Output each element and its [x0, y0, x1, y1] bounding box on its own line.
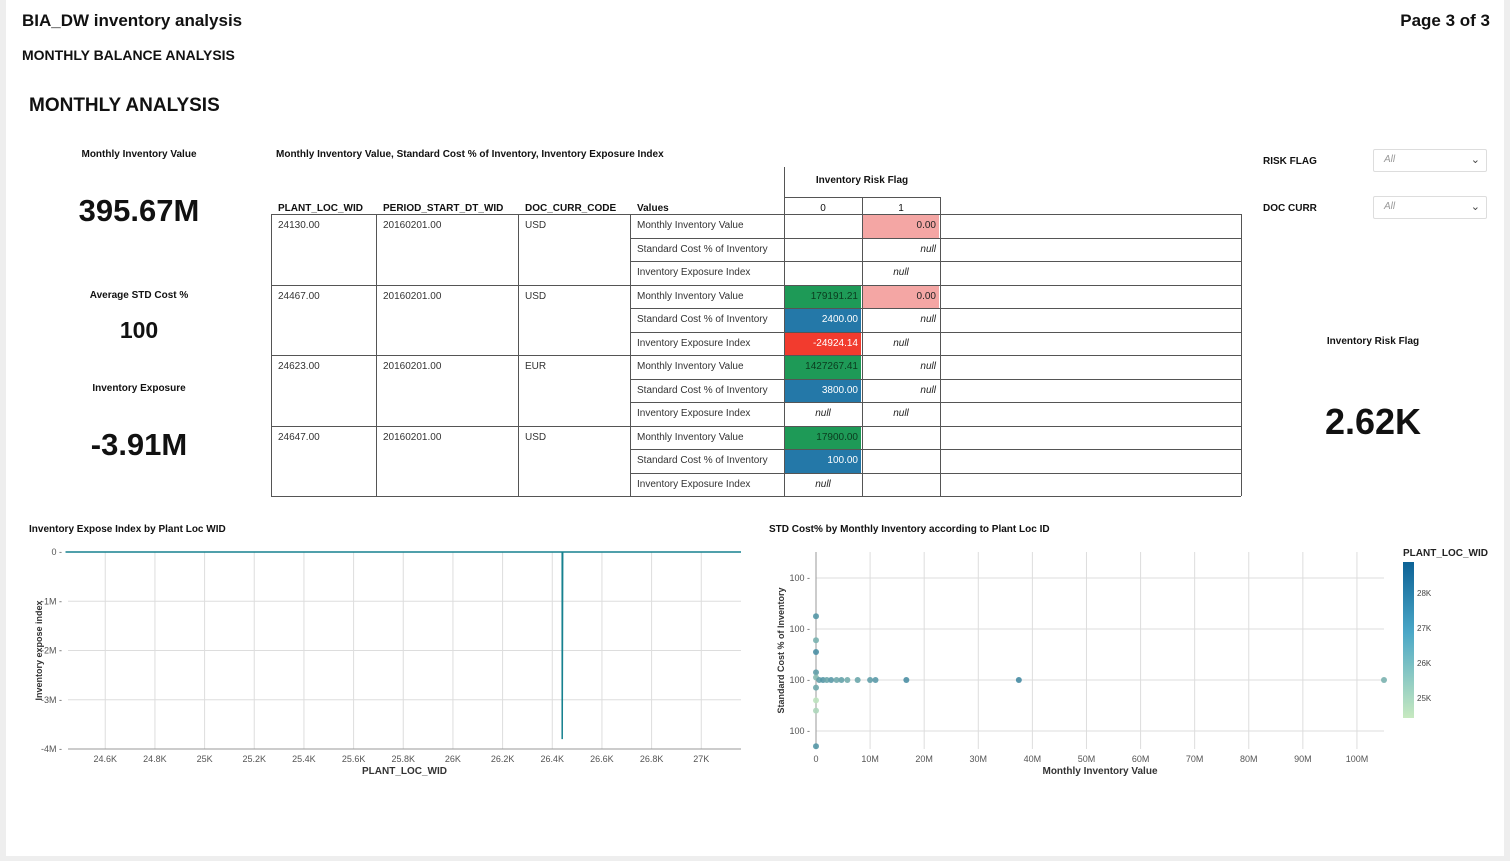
- kpi-monthly-inventory-value: 395.67M: [78, 193, 200, 228]
- legend-color-bar: [1403, 562, 1414, 718]
- pivot-value-cell: null: [920, 361, 936, 372]
- pivot-value-cell: null: [815, 408, 831, 419]
- y-tick-label: 100 -: [789, 675, 810, 685]
- pivot-title: Monthly Inventory Value, Standard Cost % of Inventory, Inventory Exposure Index: [276, 149, 664, 160]
- scatter-point: [828, 677, 834, 683]
- x-tick-label: 100M: [1345, 754, 1369, 764]
- scatter-point: [813, 613, 819, 619]
- y-tick-label: 100 -: [789, 726, 810, 736]
- pivot-curr-cell: USD: [525, 220, 547, 231]
- pivot-metric-cell: Standard Cost % of Inventory: [637, 243, 768, 255]
- grid-line: [630, 332, 1241, 333]
- grid-line: [630, 261, 1241, 262]
- pivot-value-cell: null: [815, 478, 831, 490]
- x-tick-label: 25.8K: [391, 754, 416, 764]
- pivot-plant-cell: 24130.00: [278, 220, 320, 231]
- pivot-curr-cell: USD: [525, 290, 547, 302]
- pivot-value-cell: 2400.00: [821, 314, 858, 325]
- y-tick-label: -4M -: [41, 744, 62, 754]
- x-tick-label: 26.6K: [590, 754, 614, 764]
- pivot-col-header: Values: [637, 203, 669, 214]
- risk-flag-select-value: All: [1384, 154, 1396, 165]
- legend-tick-label: 28K: [1417, 589, 1432, 598]
- scatter-point: [813, 637, 819, 643]
- x-tick-label: 26.4K: [540, 754, 565, 764]
- y-tick-label: 100 -: [789, 573, 810, 583]
- pivot-metric-cell: Inventory Exposure Index: [637, 408, 751, 419]
- y-tick-label: -1M -: [41, 596, 62, 607]
- report-subtitle: MONTHLY BALANCE ANALYSIS: [22, 47, 235, 63]
- grid-line: [630, 473, 1241, 474]
- pivot-metric-cell: Inventory Exposure Index: [637, 267, 751, 278]
- pivot-top-border: [271, 214, 1241, 215]
- pivot-plant-cell: 24647.00: [278, 431, 320, 443]
- pivot-value-cell: null: [920, 314, 936, 325]
- chevron-down-icon: ⌄: [1470, 201, 1480, 213]
- pivot-value-cell: null: [893, 267, 909, 278]
- pivot-metric-cell: Monthly Inventory Value: [637, 290, 744, 302]
- pivot-col-header: PERIOD_START_DT_WID: [383, 203, 504, 214]
- y-axis-label: Standard Cost % of Inventory: [776, 587, 786, 714]
- legend-tick-label: 27K: [1417, 624, 1432, 633]
- scatter-point: [813, 685, 819, 691]
- exposure-index-chart: [6, 540, 756, 790]
- x-tick-label: 25.6K: [341, 754, 366, 764]
- pivot-col-header: DOC_CURR_CODE: [525, 203, 617, 214]
- x-tick-label: 40M: [1023, 754, 1042, 764]
- pivot-plant-cell: 24623.00: [278, 361, 320, 372]
- scatter-point: [867, 677, 873, 683]
- std-cost-scatter-chart: [756, 540, 1504, 790]
- x-axis-label: Monthly Inventory Value: [1042, 766, 1158, 777]
- pivot-value-cell: 3800.00: [821, 384, 858, 396]
- chevron-down-icon: ⌄: [1470, 154, 1480, 166]
- pivot-value-cell: null: [893, 408, 909, 419]
- kpi-avg-std-cost-value: 100: [119, 317, 159, 343]
- x-axis-label: PLANT_LOC_WID: [362, 766, 447, 777]
- y-axis-label: Inventory expose index: [34, 600, 44, 701]
- x-tick-label: 24.6K: [93, 754, 118, 764]
- grid-line: [271, 426, 1241, 427]
- pivot-flag-header: 0: [820, 203, 826, 214]
- report-page: [6, 0, 1504, 856]
- scatter-point: [903, 677, 909, 683]
- pivot-value-cell: 179191.21: [810, 290, 858, 302]
- grid-line: [630, 449, 1241, 450]
- pivot-period-cell: 20160201.00: [383, 290, 442, 302]
- kpi-risk-flag-label: Inventory Risk Flag: [1326, 336, 1420, 347]
- x-tick-label: 80M: [1240, 754, 1258, 764]
- page-number: Page 3 of 3: [1400, 11, 1490, 30]
- x-tick-label: 26.8K: [639, 754, 664, 764]
- doc-curr-filter-label: DOC CURR: [1263, 203, 1317, 214]
- pivot-metric-cell: Monthly Inventory Value: [637, 431, 744, 443]
- section-title: MONTHLY ANALYSIS: [29, 95, 220, 116]
- x-tick-label: 50M: [1077, 754, 1096, 764]
- x-tick-label: 60M: [1131, 754, 1150, 764]
- grid-line: [271, 496, 1241, 497]
- pivot-metric-cell: Monthly Inventory Value: [637, 220, 744, 231]
- x-tick-label: 26.2K: [490, 754, 515, 764]
- pivot-metric-cell: Monthly Inventory Value: [637, 361, 744, 372]
- pivot-value-cell: 100.00: [827, 455, 858, 466]
- pivot-value-cell: 0.00: [916, 220, 936, 231]
- pivot-value-cell: null: [920, 243, 936, 255]
- x-tick-label: 70M: [1185, 754, 1204, 764]
- scatter-point: [813, 669, 819, 675]
- grid-line: [630, 308, 1241, 309]
- y-tick-label: 100 -: [789, 624, 810, 634]
- grid-line: [630, 402, 1241, 403]
- scatter-point: [838, 677, 844, 683]
- chart1-title: Inventory Expose Index by Plant Loc WID: [29, 524, 226, 535]
- x-tick-label: 25.4K: [292, 754, 316, 764]
- pivot-value-cell: null: [920, 384, 936, 396]
- pivot-period-cell: 20160201.00: [383, 220, 442, 231]
- scatter-point: [813, 649, 819, 655]
- x-tick-label: 25K: [196, 754, 213, 764]
- pivot-value-cell: 1427267.41: [805, 361, 858, 372]
- doc-curr-select-value: All: [1384, 201, 1396, 212]
- pivot-value-cell: 17900.00: [816, 431, 858, 443]
- scatter-point: [855, 677, 861, 683]
- scatter-point: [1016, 677, 1022, 683]
- pivot-metric-cell: Inventory Exposure Index: [637, 478, 751, 490]
- scatter-point: [844, 677, 850, 683]
- pivot-metric-cell: Standard Cost % of Inventory: [637, 314, 768, 325]
- scatter-point: [873, 677, 879, 683]
- legend-title: PLANT_LOC_WID: [1403, 548, 1488, 559]
- pivot-value-cell: -24924.14: [812, 337, 858, 349]
- grid-line: [271, 355, 1241, 356]
- kpi-inventory-exposure-value: -3.91M: [90, 427, 188, 462]
- pivot-period-cell: 20160201.00: [383, 431, 442, 443]
- risk-flag-filter-label: RISK FLAG: [1263, 156, 1317, 167]
- scatter-point: [1381, 677, 1387, 683]
- kpi-monthly-inventory-label: Monthly Inventory Value: [81, 149, 197, 160]
- pivot-table: [6, 0, 1504, 520]
- kpi-avg-std-cost-label: Average STD Cost %: [89, 290, 189, 301]
- legend-tick-label: 25K: [1417, 694, 1432, 703]
- pivot-value-cell: 0.00: [916, 290, 936, 302]
- grid-line: [271, 285, 1241, 286]
- pivot-value-cell: null: [893, 337, 909, 349]
- scatter-point: [813, 697, 819, 703]
- scatter-point: [813, 708, 819, 714]
- pivot-group-header: Inventory Risk Flag: [815, 175, 909, 186]
- x-tick-label: 24.8K: [143, 754, 167, 764]
- y-tick-label: 0 -: [51, 547, 62, 557]
- pivot-metric-cell: Standard Cost % of Inventory: [637, 384, 768, 396]
- pivot-period-cell: 20160201.00: [383, 361, 442, 372]
- pivot-plant-cell: 24467.00: [278, 290, 320, 302]
- pivot-col-header: PLANT_LOC_WID: [278, 203, 363, 214]
- scatter-point: [813, 743, 819, 749]
- chart2-title: STD Cost% by Monthly Inventory according to Plant Loc ID: [769, 524, 1050, 535]
- x-tick-label: 27K: [693, 754, 710, 764]
- x-tick-label: 0: [813, 754, 819, 764]
- x-tick-label: 26K: [444, 754, 461, 764]
- x-tick-label: 20M: [915, 754, 933, 764]
- y-tick-label: -3M -: [41, 694, 62, 705]
- pivot-metric-cell: Standard Cost % of Inventory: [637, 455, 768, 466]
- x-tick-label: 25.2K: [242, 754, 267, 764]
- pivot-metric-cell: Inventory Exposure Index: [637, 337, 751, 349]
- report-title: BIA_DW inventory analysis: [22, 11, 243, 30]
- pivot-curr-cell: EUR: [525, 361, 547, 372]
- y-tick-label: -2M -: [41, 645, 62, 656]
- grid-line: [1241, 214, 1242, 496]
- kpi-inventory-exposure-label: Inventory Exposure: [92, 383, 186, 394]
- grid-line: [630, 238, 1241, 239]
- pivot-flag-header: 1: [898, 203, 904, 214]
- legend-tick-label: 26K: [1417, 659, 1432, 668]
- x-tick-label: 90M: [1294, 754, 1312, 764]
- grid-line: [784, 167, 785, 220]
- grid-line: [630, 379, 1241, 380]
- x-tick-label: 10M: [861, 754, 879, 764]
- x-tick-label: 30M: [969, 754, 988, 764]
- kpi-risk-flag-value: 2.62K: [1324, 401, 1422, 442]
- pivot-curr-cell: USD: [525, 431, 547, 443]
